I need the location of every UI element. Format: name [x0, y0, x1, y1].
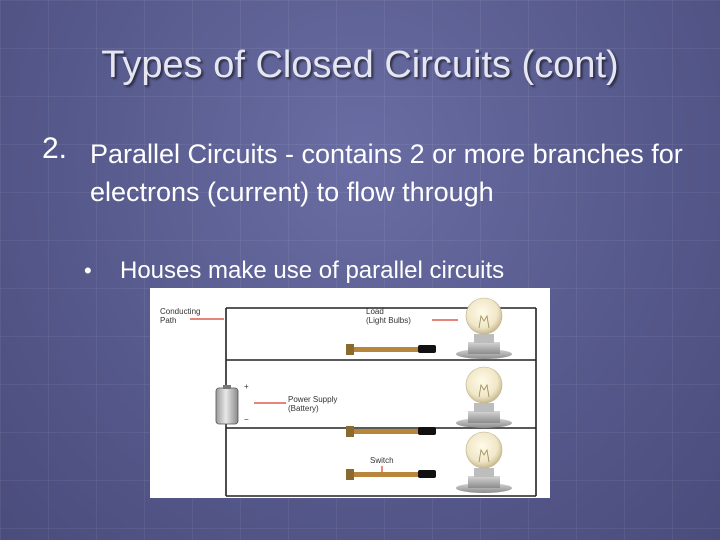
slide-title: Types of Closed Circuits (cont)	[101, 44, 619, 86]
battery-icon	[216, 382, 249, 424]
label-power-supply-2: (Battery)	[288, 404, 319, 413]
light-bulb-icon	[456, 367, 512, 428]
label-conducting-path: Conducting	[160, 307, 201, 316]
label-power-supply: Power Supply	[288, 395, 338, 404]
bullet-marker: •	[84, 258, 92, 283]
parallel-circuit-diagram	[150, 288, 550, 498]
label-switch: Switch	[370, 456, 394, 465]
switch	[346, 469, 436, 480]
list-number: 2.	[42, 132, 68, 165]
light-bulb-icon	[456, 298, 512, 359]
light-bulb-icon	[456, 432, 512, 493]
label-conducting-path-2: Path	[160, 316, 177, 325]
circuit-illustration	[150, 288, 550, 498]
list-item-text: Parallel Circuits - contains 2 or more branches for electrons (current) to flow through	[90, 139, 683, 207]
label-load-2: (Light Bulbs)	[366, 316, 411, 325]
bullet-text: Houses make use of parallel circuits	[120, 257, 505, 284]
battery-minus: −	[244, 415, 249, 424]
battery-plus: +	[244, 382, 249, 391]
branch-connector-1	[346, 344, 436, 355]
label-load: Load	[366, 307, 384, 316]
